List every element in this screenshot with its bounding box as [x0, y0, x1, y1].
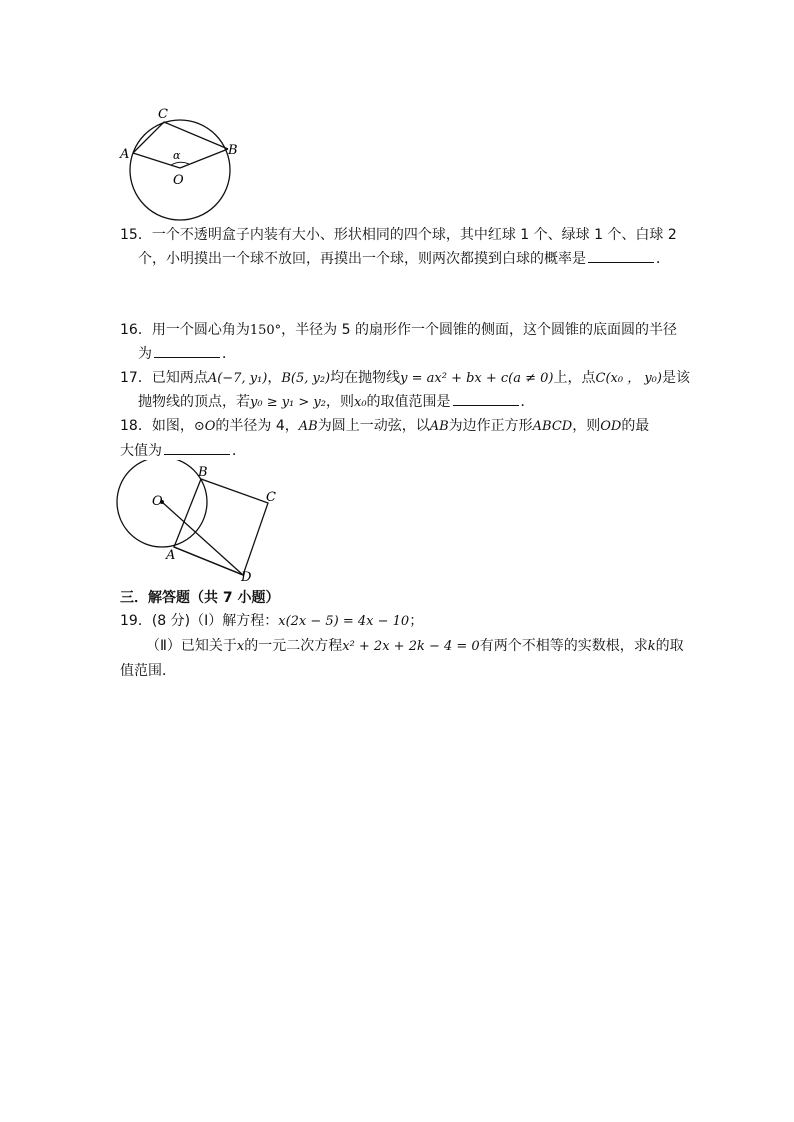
q15-line-2: [138, 248, 670, 269]
q19-text-1: 19．(8 分)（Ⅰ）解方程：: [120, 613, 279, 629]
q17-parabola: y = ax² + bx + c(a ≠ 0): [400, 371, 554, 386]
circle-o: [130, 120, 230, 220]
q17-x0: x₀: [353, 395, 367, 410]
q16-text-2: 为: [138, 346, 152, 362]
q18-answer-blank[interactable]: [164, 440, 230, 455]
q17-text-4: 上，点: [553, 370, 596, 386]
label-c: C: [158, 107, 168, 122]
section-3-heading: [120, 588, 280, 608]
radius-ob: [180, 149, 228, 168]
q18-ab-2: AB: [429, 419, 449, 434]
q17-point-c: C(x₀ ， y₀): [595, 371, 662, 386]
q18-text-5: ，则: [572, 418, 601, 434]
q18-text-3: 为圆上一动弦，以: [317, 418, 430, 434]
q18-text-4: 为边作正方形: [448, 418, 533, 434]
section-3-title: 三．解答题（共 7 小题）: [120, 590, 280, 606]
q17-point-a: A(−7, y₁): [207, 371, 268, 386]
q17-text-8: 的取值范围是: [366, 394, 451, 410]
segment-ad: [174, 547, 243, 575]
q19-line-1: [120, 611, 423, 632]
q17-text-7: ，则: [325, 394, 354, 410]
q15-answer-blank[interactable]: [588, 248, 654, 263]
q18-abcd: ABCD: [532, 419, 573, 434]
q17-condition: y₀ ≥ y₁ > y₂: [250, 395, 326, 410]
q19-line-3: [120, 661, 176, 681]
q18-text-7: 大值为: [120, 443, 162, 459]
q17-text-2: ，: [267, 370, 282, 386]
q19-text-4: 的一元二次方程: [244, 638, 343, 654]
q19-text-5: 有两个不相等的实数根，求: [479, 638, 648, 654]
q19-text-3: （Ⅱ）已知关于: [146, 638, 237, 654]
q18-text-2: 的半径为 4，: [215, 418, 299, 434]
q16-line-1: [120, 320, 677, 341]
label-o: O: [173, 173, 184, 188]
square-abcd: [174, 479, 268, 575]
q17-text-3: 均在抛物线: [330, 370, 401, 386]
q17-end: ．: [520, 394, 535, 410]
q19-k: k: [647, 639, 656, 654]
q17-text-1: 17．已知两点: [120, 370, 208, 386]
q19-equation-2: x² + 2x + 2k − 4 = 0: [342, 639, 480, 654]
q19-x: x: [236, 639, 245, 654]
label-a: A: [120, 147, 130, 162]
q17-line-2: [138, 391, 535, 413]
q18-line-2: [120, 440, 246, 461]
figure-18-circle-square-diagram: [110, 460, 290, 585]
q16-text-1a: 16．用一个圆心角为: [120, 322, 250, 338]
q18-od: OD: [600, 419, 622, 434]
q16-text-1b: ，半径为 5 的扇形作一个圆锥的侧面，这个圆锥的底面圆的半径: [281, 322, 677, 338]
q18-end: ．: [232, 443, 246, 459]
label-c: C: [266, 490, 276, 505]
chord-a-c-b: [133, 122, 228, 153]
label-d: D: [241, 570, 252, 585]
q16-answer-blank[interactable]: [154, 343, 220, 358]
q19-line-2: [146, 636, 684, 657]
label-alpha: α: [173, 149, 181, 162]
q19-text-6: 的取: [655, 638, 684, 654]
q19-text-2: ；: [409, 613, 424, 629]
figure-14-circle-diagram: [110, 100, 250, 225]
q19-text-7: 值范围．: [120, 663, 176, 679]
q17-text-5: 是该: [661, 370, 690, 386]
segment-od: [162, 502, 243, 575]
q17-point-b: B(5, y₂): [281, 371, 331, 386]
q18-text-1: 18．如图，: [120, 418, 194, 434]
q17-line-1: [120, 368, 690, 389]
q19-equation-1: x(2x − 5) = 4x − 10: [278, 614, 410, 629]
q18-text-6: 的最: [621, 418, 650, 434]
q15-end: ．: [656, 251, 670, 267]
q16-angle: 150°: [249, 323, 282, 338]
angle-alpha-arc: [171, 162, 189, 165]
label-b: B: [228, 143, 238, 158]
q16-end: ．: [222, 346, 236, 362]
q15-text-1: 15．一个不透明盒子内装有大小、形状相同的四个球，其中红球 1 个、绿球 1 个、白球 2: [120, 227, 677, 243]
q15-line-1: [120, 225, 677, 245]
q17-answer-blank[interactable]: [453, 391, 519, 406]
label-b: B: [198, 465, 208, 480]
q17-text-6: 抛物线的顶点，若: [138, 394, 250, 410]
label-a: A: [166, 548, 176, 563]
label-o: O: [152, 494, 163, 509]
q15-text-2: 个，小明摸出一个球不放回，再摸出一个球，则两次都摸到白球的概率是: [138, 251, 586, 267]
q16-line-2: [138, 343, 236, 364]
q18-circle-o: ⊙O: [193, 419, 216, 434]
q18-line-1: [120, 416, 649, 437]
q18-ab-1: AB: [298, 419, 318, 434]
